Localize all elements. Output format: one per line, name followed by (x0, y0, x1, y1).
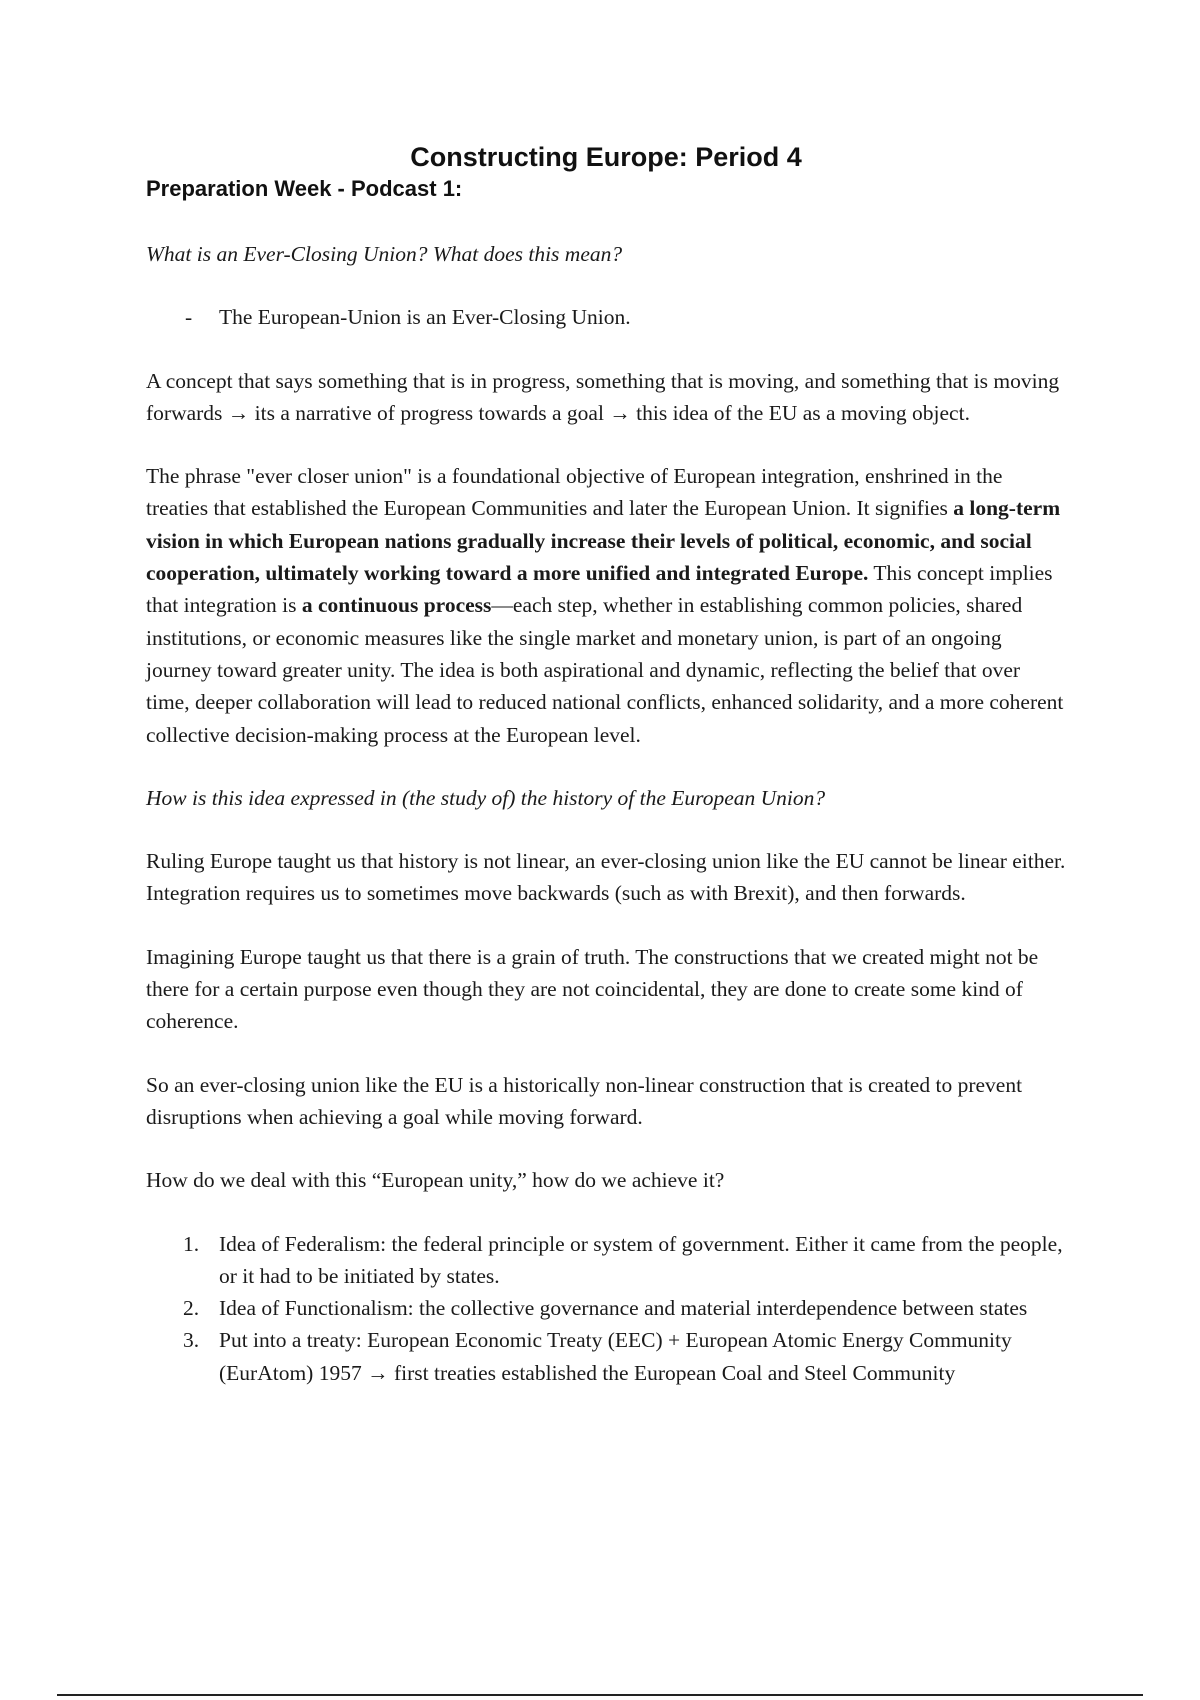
document-title: Constructing Europe: Period 4 (410, 142, 802, 172)
bold-text: a continuous process (301, 593, 492, 618)
question-heading-1: What is an Ever-Closing Union? What does this mean? (146, 242, 623, 266)
question-heading-2: How is this idea expressed in (the study of) the history of the European Union? (146, 785, 826, 810)
list-item-text: Idea of Functionalism: the collective governance and material interdependence between states (219, 1296, 1028, 1321)
dash-list (146, 301, 1066, 333)
paragraph-non-linear: So an ever-closing union like the EU is a historically non-linear construction that is created to prevent disruptions when achieving a goal while moving forward. (146, 1072, 1023, 1129)
list-number: 1. (183, 1231, 200, 1256)
paragraph-text: This concept implies that integration is (146, 561, 1053, 618)
bold-text: a long-term vision in which European nations gradually increase their levels of political, economic, and social cooperation, ultimately working toward a more unified and integrated Europe. (146, 496, 1061, 586)
bottom-divider (57, 1694, 1143, 1696)
list-item: - The European-Union is an Ever-Closing Union. (219, 301, 1066, 333)
list-item (183, 1324, 1066, 1389)
document-page (146, 140, 1066, 1389)
list-number: 3. (183, 1328, 200, 1353)
document-subtitle: Preparation Week - Podcast 1: (146, 176, 463, 201)
list-item-text: Idea of Federalism: the federal principle or system of government. Either it came from the people, or it had to be initiated by states. (219, 1231, 1063, 1288)
paragraph-european-unity-question: How do we deal with this “European unity,” how do we achieve it? (146, 1168, 725, 1193)
list-item (183, 1228, 1066, 1293)
paragraph-ruling-europe: Ruling Europe taught us that history is not linear, an ever-closing union like the EU cannot be linear either. Integration requires us to sometimes move backwards (such as with Brexit), and then forwards. (146, 849, 1066, 906)
paragraph-text: —each step, whether in establishing common policies, shared institutions, or economic measures like the single market and monetary union, is part of an ongoing journey toward greater unity. The idea is both aspirational and dynamic, reflecting the belief that over time, deeper collaboration will lead to reduced national conflicts, enhanced solidarity, and a more coherent collective decision-making process at the European level. (146, 593, 1064, 747)
paragraph-ever-closer-union (146, 460, 1066, 751)
paragraph-concept: A concept that says something that is in progress, something that is moving, and something that is moving forwards → its a narrative of progress towards a goal → this idea of the EU as a moving object. (146, 368, 1060, 425)
paragraph-text: The phrase "ever closer union" is a foundational objective of European integration, enshrined in the treaties that established the European Communities and later the European Union. It signifies (146, 464, 1003, 521)
list-number: 2. (183, 1296, 200, 1321)
list-item (183, 1292, 1066, 1324)
list-item-text: Put into a treaty: European Economic Treaty (EEC) + European Atomic Energy Community (EurAtom) 1957 → first treaties established the European Coal and Steel Community (219, 1328, 1012, 1385)
numbered-list (146, 1228, 1066, 1389)
paragraph-imagining-europe: Imagining Europe taught us that there is a grain of truth. The constructions that we created might not be there for a certain purpose even though they are not coincidental, they are done to create some kind of coherence. (146, 944, 1039, 1034)
